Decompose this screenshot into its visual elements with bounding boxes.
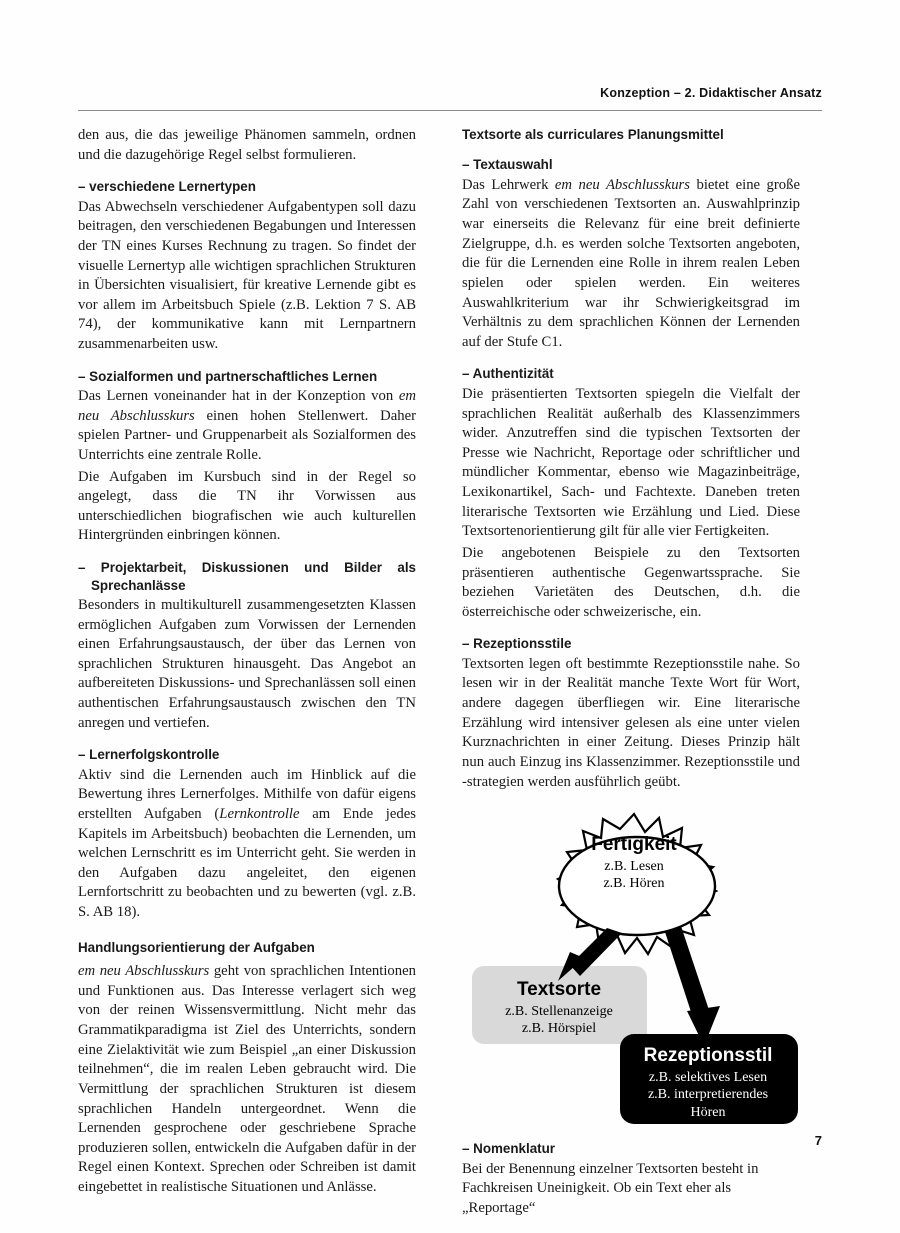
subheading-projektarbeit: – Projektarbeit, Diskussionen und Bilder als Sprechanlässe bbox=[78, 560, 416, 593]
paragraph-nomenklatur: Bei der Benennung einzelner Textsorten besteht in Fachkreisen Uneinigkeit. Ob ein Text eher als „Reportage“ bbox=[462, 1160, 759, 1216]
node-title: Textsorte bbox=[516, 979, 602, 1001]
subheading-authentizitaet: – Authentizität bbox=[462, 366, 554, 382]
paragraph-beispiele: Die angebotenen Beispiele zu den Textsorten präsentieren authentische Gegenwartssprache. Sie beziehen Varietäten des Deutschen, d.h. die österreichische oder schweizerische, ein. bbox=[462, 544, 800, 620]
node-example-2: z.B. Hören bbox=[603, 876, 665, 892]
paragraph-lernerfolgskontrolle bbox=[78, 766, 416, 923]
node-example-1: z.B. Lesen bbox=[604, 859, 664, 875]
italic-title: em neu Abschlusskurs bbox=[554, 176, 690, 193]
two-column-body bbox=[78, 126, 824, 1216]
paragraph-projektarbeit: Besonders in multikulturell zusammengesetzten Klassen ermöglichen Aufgaben zum Vorwissen der Lernenden einen Erfahrungsaustausch, der über das Lernen von sprachlichen Strukturen hinausgeht. Das Angebot an aufbereiteten Diskussions- und Sprechanlässen soll einen authentischen Erfahrungsaustausch zwischen den TN anregen und vertiefen. bbox=[78, 596, 416, 731]
diagram-node-textsorte bbox=[468, 978, 650, 1037]
concept-diagram bbox=[462, 806, 800, 1126]
paragraph-authentizitaet: Die präsentierten Textsorten spiegeln die Vielfalt der sprachlichen Realität außerhalb des Klassenzimmers wider. Anzutreffen sind die typischen Textsorten der Presse wie Nachricht, Reportage oder schriftlicher und mündlicher Kommentar, ebenso wie Magazinbeiträge, Lexikonartikel, Sach- und Fachtexte. Daneben treten literarische Textsorten wie Erzählung und Lied. Diese Textsortenorientierung gilt für alle vier Fertigkeiten. bbox=[462, 385, 800, 540]
node-example-2: z.B. Hörspiel bbox=[521, 1021, 597, 1037]
header-divider bbox=[78, 110, 822, 111]
page-number: 7 bbox=[814, 1133, 822, 1148]
node-example-1: z.B. selektives Lesen bbox=[648, 1070, 768, 1086]
paragraph-rezeptionsstile: Textsorten legen oft bestimmte Rezeptionsstile nahe. So lesen wir in der Realität manche Texte Wort für Wort, andere dagegen überfliegen wir. Eine literarische Erzählung wird intensiver gelesen als eine unter vielen Kurznachrichten in einer Zeitung. Dieses Prinzip hält nun auch Einzug ins Klassenzimmer. Rezeptionsstile und -strategien werden ausführlich geübt. bbox=[462, 655, 800, 790]
node-example-2: z.B. interpretierendes bbox=[647, 1087, 769, 1103]
diagram-node-fertigkeit bbox=[544, 833, 724, 892]
subheading-rezeptionsstile: – Rezeptionsstile bbox=[462, 636, 572, 652]
running-header: Konzeption – 2. Didaktischer Ansatz bbox=[600, 86, 822, 100]
subheading-lernertypen: – verschiedene Lernertypen bbox=[78, 179, 256, 195]
paragraph-handlungsorientierung bbox=[78, 962, 416, 1198]
text-run: Das Lernen voneinander hat in der Konzeption von bbox=[78, 388, 399, 405]
subheading-lernerfolgskontrolle: – Lernerfolgskontrolle bbox=[78, 747, 220, 763]
text-run: geht von sprachlichen Intentionen und Funktionen aus. Das Interesse verlagert sich weg von der reinen Wissensvermittlung. Nicht mehr das Grammatikparadigma ist Ziel des Unterrichts, sondern eine Zielaktivität wie zum Beispiel „an einer Diskussion teilnehmen“, die im realen Leben gebraucht wird. Die Vermittlung der sprachlichen Strukturen ist diesem sprachlichen Handeln untergeordnet. Wenn die Lernenden gesprochene oder geschriebene Sprache produzieren sollen, entwickeln die Aufgaben dafür in der Regel einen Kontext. Sprechen oder Schreiben ist damit eingebettet in realistische Situationen und Anlässe. bbox=[78, 963, 416, 1196]
subheading-textauswahl: – Textauswahl bbox=[462, 157, 553, 173]
heading-textsorte-planungsmittel: Textsorte als curriculares Planungsmittel bbox=[462, 127, 724, 142]
text-run: am Ende jedes Kapitels im Arbeitsbuch) beobachten die Lernenden, um welchen Lernschritt es im Unterricht geht. Sie werden in den Aufgaben dazu angeleitet, den eigenen Lernfortschritt zu beobachten und zu bewerten (vgl. z.B. S. AB 18). bbox=[78, 805, 416, 921]
text-run: bietet eine große Zahl von verschiedenen Textsorten an. Auswahlprinzip war einerseits die Relevanz für eine breit definierte Zielgruppe, d.h. es werden solche Textsorten angeboten, die für die Lernenden eine Rolle in ihrem realen Leben spielen oder spielen werden. Ein weiteres Auswahlkriterium war ihr Schwierigkeitsgrad im Verhältnis zu dem sprachlichen Können der Lernenden auf der Stufe C1. bbox=[462, 176, 800, 350]
diagram-node-rezeptionsstil bbox=[616, 1044, 800, 1120]
heading-handlungsorientierung: Handlungsorientierung der Aufgaben bbox=[78, 939, 315, 955]
text-run: Aktiv sind die Lernenden auch im Hinblick auf die Bewertung ihres Lernerfolges. Mithilfe von dafür eigens erstellten Aufgaben ( bbox=[78, 766, 416, 822]
italic-title: em neu Abschlusskurs bbox=[78, 388, 416, 424]
text-run: einen hohen Stellenwert. Daher spielen Partner- und Gruppenarbeit als Sozialformen des Unterrichts eine zentrale Rolle. bbox=[78, 407, 416, 463]
paragraph-textauswahl bbox=[462, 176, 800, 353]
right-column bbox=[462, 126, 800, 1218]
node-title: Fertigkeit bbox=[591, 834, 677, 856]
subheading-nomenklatur: – Nomenklatur bbox=[462, 1141, 556, 1157]
paragraph-sozialformen bbox=[78, 387, 416, 466]
italic-title: em neu Abschlusskurs bbox=[78, 963, 210, 980]
subheading-sozialformen: – Sozialformen und partnerschaftliches Lernen bbox=[78, 368, 378, 384]
text-run: Das Lehrwerk bbox=[462, 176, 555, 193]
paragraph-aufgaben-kursbuch: Die Aufgaben im Kursbuch sind in der Regel so angelegt, dass die TN ihr Vorwissen aus unterschiedlichen biografischen wie auch kulturellen Hintergründen einbringen können. bbox=[78, 468, 416, 544]
left-column bbox=[78, 126, 416, 1198]
paragraph-lernertypen: Das Abwechseln verschiedener Aufgabentypen soll dazu beitragen, den verschiedenen Begabungen und Interessen der TN eines Kurses Rechnung zu tragen. So findet der visuelle Lernertyp alle wichtigen sprachlichen Strukturen in Übersichten visualisiert, für kreative Lernende gibt es vor allem im Arbeitsbuch Spiele (z.B. Lektion 7 S. AB 74), der kommunikative kann mit Lernpartnern zusammenarbeiten usw. bbox=[78, 198, 416, 353]
arrow-fertigkeit-rezeptionsstil bbox=[665, 926, 720, 1046]
italic-term: Lernkontrolle bbox=[219, 805, 300, 822]
node-title: Rezeptionsstil bbox=[643, 1045, 773, 1067]
paragraph-continued: den aus, die das jeweilige Phänomen sammeln, ordnen und die dazugehörige Regel selbst formulieren. bbox=[78, 127, 416, 163]
node-example-3: Hören bbox=[690, 1104, 726, 1120]
node-example-1: z.B. Stellenanzeige bbox=[505, 1004, 613, 1020]
